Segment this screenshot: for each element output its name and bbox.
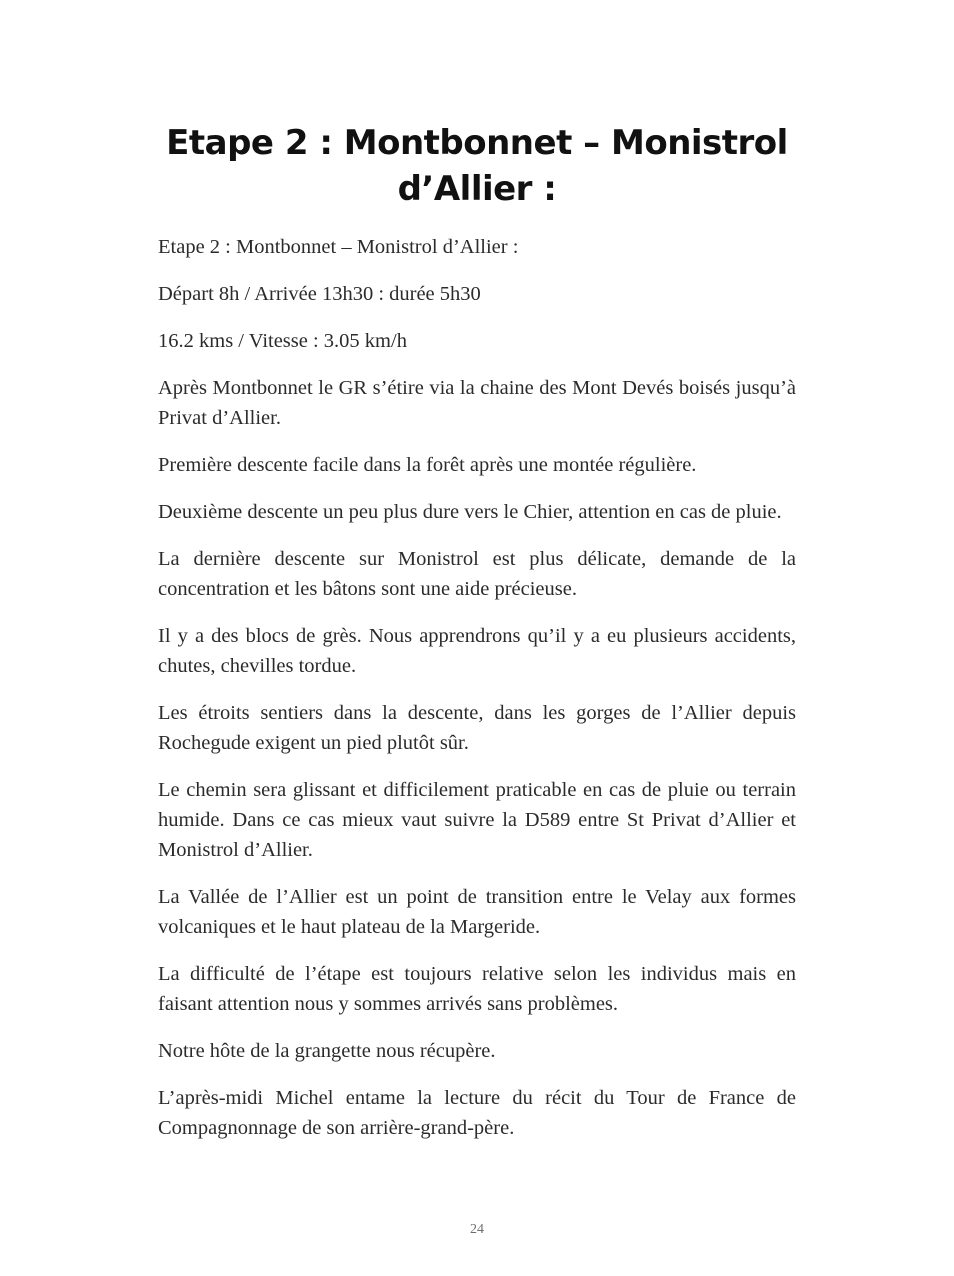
paragraph: La Vallée de l’Allier est un point de transition entre le Velay aux formes volcaniques et le haut plateau de la Margeride. [158, 886, 796, 938]
paragraph: L’après-midi Michel entame la lecture du récit du Tour de France de Compagnonnage de son arrière-grand-père. [158, 1087, 796, 1139]
paragraph: 16.2 kms / Vitesse : 3.05 km/h [158, 330, 407, 352]
paragraph: Il y a des blocs de grès. Nous apprendrons qu’il y a eu plusieurs accidents, chutes, chevilles tordue. [158, 625, 796, 677]
paragraph: Première descente facile dans la forêt après une montée régulière. [158, 454, 697, 476]
paragraph: Notre hôte de la grangette nous récupère. [158, 1040, 496, 1062]
paragraph: Etape 2 : Montbonnet – Monistrol d’Allier : [158, 236, 519, 258]
paragraph: La difficulté de l’étape est toujours relative selon les individus mais en faisant attention nous y sommes arrivés sans problèmes. [158, 963, 796, 1015]
paragraph: Le chemin sera glissant et difficilement praticable en cas de pluie ou terrain humide. Dans ce cas mieux vaut suivre la D589 entre St Privat d’Allier et Monistrol d’Allier. [158, 779, 796, 861]
paragraph: Deuxième descente un peu plus dure vers le Chier, attention en cas de pluie. [158, 501, 782, 523]
page-title-line-1: Etape 2 : Montbonnet – Monistrol [166, 123, 788, 163]
page-number: 24 [470, 1222, 484, 1237]
page-title [150, 120, 804, 212]
body-text [158, 232, 796, 1160]
paragraph: Les étroits sentiers dans la descente, dans les gorges de l’Allier depuis Rochegude exigent un pied plutôt sûr. [158, 702, 796, 754]
paragraph: La dernière descente sur Monistrol est plus délicate, demande de la concentration et les bâtons sont une aide précieuse. [158, 548, 796, 600]
page-title-line-2: d’Allier : [397, 169, 557, 209]
paragraph: Après Montbonnet le GR s’étire via la chaine des Mont Devés boisés jusqu’à Privat d’Allier. [158, 377, 796, 429]
paragraph: Départ 8h / Arrivée 13h30 : durée 5h30 [158, 283, 481, 305]
